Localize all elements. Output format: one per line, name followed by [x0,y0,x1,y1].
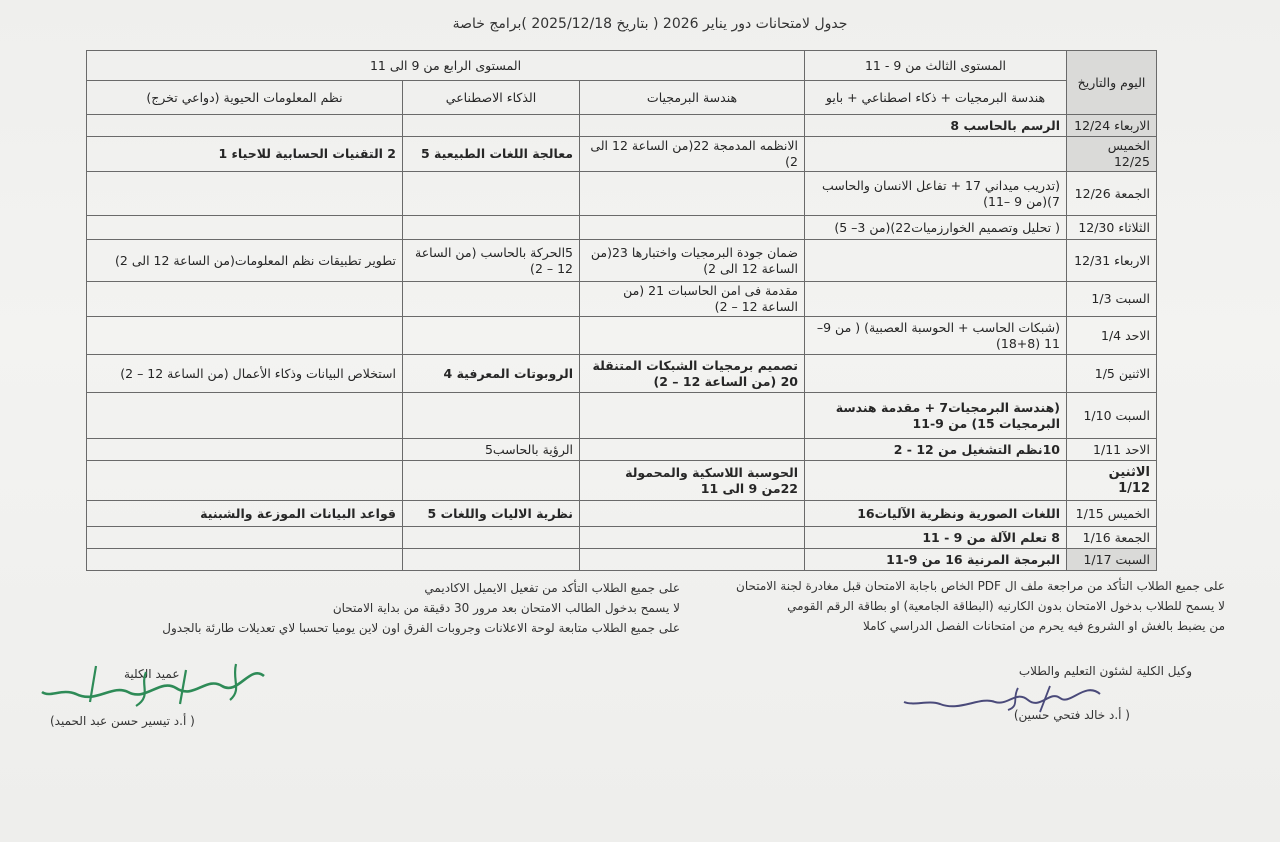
row-day: الجمعة 12/26 [1067,172,1157,216]
note-line: على جميع الطلاب التأكد من مراجعة ملف ال PDF الخاص باجابة الامتحان قبل مغادرة لجنة الامتحان [736,579,1225,593]
bio-cell [87,317,403,355]
level3-cell: 10نظم التشغيل من 12 - 2 [805,439,1067,461]
level3-cell [805,282,1067,317]
ai-cell [403,216,580,240]
se-cell: الانظمه المدمجة 22(من الساعة 12 الى 2) [580,137,805,172]
level3-cell: البرمجة المرنية 16 من 9-11 [805,549,1067,571]
row-day: الاربعاء 12/24 [1067,115,1157,137]
note-line: من يضبط بالغش او الشروع فيه يحرم من امتحانات الفصل الدراسي كاملا [863,619,1225,633]
ai-cell: معالجة اللغات الطبيعية 5 [403,137,580,172]
dean-title: عميد الكلية [124,667,180,681]
se-cell [580,317,805,355]
vice-dean-title: وكيل الكلية لشئون التعليم والطلاب [1018,664,1192,678]
table-row [87,393,1157,439]
ai-cell [403,172,580,216]
table-row [87,439,1157,461]
row-day: السبت 1/3 [1067,282,1157,317]
level3-cell [805,355,1067,393]
se-cell [580,172,805,216]
page-title: جدول لامتحانات دور يناير 2026 ( بتاريخ 2025/12/18 )برامج خاصة [452,16,848,32]
row-day: الخميس 1/15 [1067,501,1157,527]
se-cell: الحوسبة اللاسكية والمحمولة 22من 9 الى 11 [580,461,805,501]
se-cell [580,549,805,571]
row-day: السبت 1/10 [1067,393,1157,439]
bio-cell [87,439,403,461]
bio-cell [87,282,403,317]
se-cell [580,439,805,461]
bio-cell [87,549,403,571]
table-row [87,501,1157,527]
level3-cell: 8 تعلم الآلة من 9 - 11 [805,527,1067,549]
se-cell: ضمان جودة البرمجيات واختبارها 23(من الساعة 12 الى 2) [580,240,805,282]
bio-cell [87,115,403,137]
bio-cell [87,461,403,501]
level3-header: المستوى الثالث من 9 - 11 [805,51,1067,81]
se-cell: مقدمة فى امن الحاسبات 21 (من الساعة 12 – 2) [580,282,805,317]
day-column-header: اليوم والتاريخ [1067,51,1157,115]
ai-cell [403,393,580,439]
row-day: الاثنين 1/12 [1067,461,1157,501]
bio-cell: 2 التقنيات الحسابية للاحياء 1 [87,137,403,172]
bioinformatics-header: نظم المعلومات الحيوية (دواعي تخرج) [87,81,403,115]
table-row [87,137,1157,172]
table-row [87,282,1157,317]
table-row [87,115,1157,137]
se-cell [580,501,805,527]
bio-cell [87,393,403,439]
note-line: على جميع الطلاب التأكد من تفعيل الايميل الاكاديمي [424,581,680,595]
bio-cell: قواعد البيانات الموزعة والشبنية [87,501,403,527]
se-cell [580,216,805,240]
se-cell: تصميم برمجيات الشبكات المتنقلة 20 (من الساعة 12 – 2) [580,355,805,393]
dean-name: ( أ.د تيسير حسن عبد الحميد) [50,714,195,728]
table-row [87,461,1157,501]
level4-header: المستوى الرابع من 9 الى 11 [87,51,805,81]
ai-cell [403,461,580,501]
ai-cell: 5الحركة بالحاسب (من الساعة 12 – 2) [403,240,580,282]
notes-right [645,576,1225,636]
level3-cell [805,137,1067,172]
level3-cell: (هندسة البرمجيات7 + مقدمة هندسة البرمجيات 15) من 9-11 [805,393,1067,439]
bio-cell [87,172,403,216]
level3-cell: الرسم بالحاسب 8 [805,115,1067,137]
bio-cell [87,216,403,240]
row-day: السبت 1/17 [1067,549,1157,571]
note-line: لا يسمح بدخول الطالب الامتحان بعد مرور 30 دقيقة من بداية الامتحان [332,601,680,615]
table-row [87,216,1157,240]
row-day: الجمعة 1/16 [1067,527,1157,549]
row-day: الاربعاء 12/31 [1067,240,1157,282]
software-engineering-header: هندسة البرمجيات [580,81,805,115]
ai-cell [403,317,580,355]
level3-cell: اللغات الصورية ونظرية الآليات16 [805,501,1067,527]
level3-cell: ( تحليل وتصميم الخوارزميات22)(من 3– 5) [805,216,1067,240]
note-line: لا يسمح للطلاب بدخول الامتحان بدون الكارنيه (البطاقة الجامعية) او بطاقة الرقم القومي [787,599,1225,613]
se-cell [580,527,805,549]
table-row [87,317,1157,355]
level3-cell [805,461,1067,501]
ai-cell: نظرية الاليات واللغات 5 [403,501,580,527]
ai-cell [403,549,580,571]
ai-cell: الرؤية بالحاسب5 [403,439,580,461]
table-row [87,240,1157,282]
bio-cell [87,527,403,549]
note-line: على جميع الطلاب متابعة لوحة الاعلانات وجروبات الفرق اون لاين يوميا تحسبا لاي تعديلات طارئة بالجدول [162,621,680,635]
se-cell [580,393,805,439]
ai-cell [403,282,580,317]
bio-cell: تطوير تطبيقات نظم المعلومات(من الساعة 12 الى 2) [87,240,403,282]
level3-cell: (شبكات الحاسب + الحوسبة العصبية) ( من 9– 11 (8+18) [805,317,1067,355]
table-row [87,527,1157,549]
vice-dean-name: ( أ.د خالد فتحي حسين) [1013,708,1130,722]
notes-left [60,578,680,638]
ai-header: الذكاء الاصطناعي [403,81,580,115]
dean-signature [36,656,268,716]
row-day: الثلاثاء 12/30 [1067,216,1157,240]
bio-cell: استخلاص البيانات وذكاء الأعمال (من الساعة 12 – 2) [87,355,403,393]
row-day: الخميس 12/25 [1067,137,1157,172]
ai-cell: الروبوتات المعرفية 4 [403,355,580,393]
table-row [87,355,1157,393]
row-day: الاحد 1/11 [1067,439,1157,461]
table-row [87,549,1157,571]
row-day: الاحد 1/4 [1067,317,1157,355]
row-day: الاثنين 1/5 [1067,355,1157,393]
level3-cell [805,240,1067,282]
level3-programs-header: هندسة البرمجيات + ذكاء اصطناعي + بايو [805,81,1067,115]
ai-cell [403,115,580,137]
se-cell [580,115,805,137]
table-row [87,172,1157,216]
level3-cell: (تدريب ميداني 17 + تفاعل الانسان والحاسب 7)(من 9 –11) [805,172,1067,216]
exam-schedule-table [86,50,1157,571]
ai-cell [403,527,580,549]
